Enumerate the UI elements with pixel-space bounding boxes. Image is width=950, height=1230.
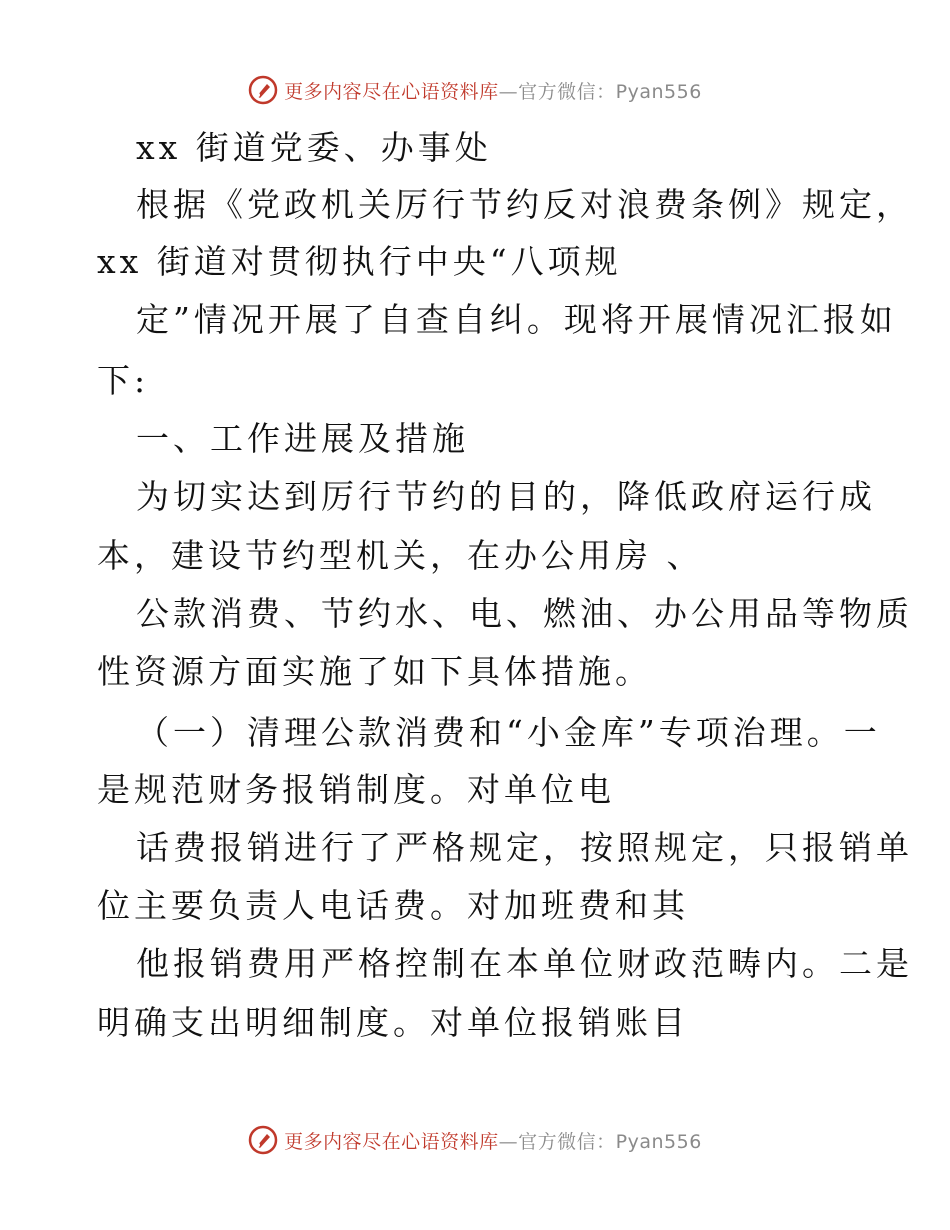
- footer-watermark-banner: [0, 1120, 950, 1160]
- text-line: 他报销费用严格控制在本单位财政范畴内。二是: [136, 944, 913, 983]
- banner-text: [284, 1127, 702, 1154]
- text-line: 为切实达到厉行节约的目的，降低政府运行成: [136, 477, 876, 516]
- banner-separator: —: [498, 80, 519, 103]
- text-line: 一、工作进展及措施: [136, 419, 469, 458]
- text-line: xx 街道党委、办事处: [136, 128, 492, 167]
- pen-nib-logo-icon: [248, 1125, 278, 1155]
- text-line: 本，建设节约型机关，在办公用房 、: [97, 536, 704, 575]
- banner-library-text: 更多内容尽在心语资料库: [284, 1130, 499, 1153]
- header-watermark-banner: [0, 70, 950, 110]
- text-line: 是规范财务报销制度。对单位电: [97, 770, 615, 809]
- banner-separator: —: [498, 1130, 519, 1153]
- text-line: 话费报销进行了严格规定，按照规定，只报销单: [136, 828, 913, 867]
- banner-text: [284, 77, 702, 104]
- text-line: 位主要负责人电话费。对加班费和其: [97, 886, 689, 925]
- text-line: 下:: [97, 361, 150, 400]
- text-line: 明确支出明细制度。对单位报销账目: [97, 1003, 689, 1042]
- banner-wechat-text: 官方微信：Pyan556: [518, 1130, 702, 1153]
- pen-nib-logo-icon: [248, 75, 278, 105]
- text-line: 公款消费、节约水、电、燃油、办公用品等物质: [136, 594, 913, 633]
- text-line: xx 街道对贯彻执行中央“八项规: [97, 242, 622, 281]
- text-line: 根据《党政机关厉行节约反对浪费条例》规定，: [136, 185, 913, 224]
- text-line: （一）清理公款消费和“小金库”专项治理。一: [136, 713, 881, 752]
- text-line: 性资源方面实施了如下具体措施。: [97, 652, 652, 691]
- banner-library-text: 更多内容尽在心语资料库: [284, 80, 499, 103]
- banner-wechat-text: 官方微信：Pyan556: [518, 80, 702, 103]
- text-line: 定”情况开展了自查自纠。现将开展情况汇报如: [136, 300, 897, 339]
